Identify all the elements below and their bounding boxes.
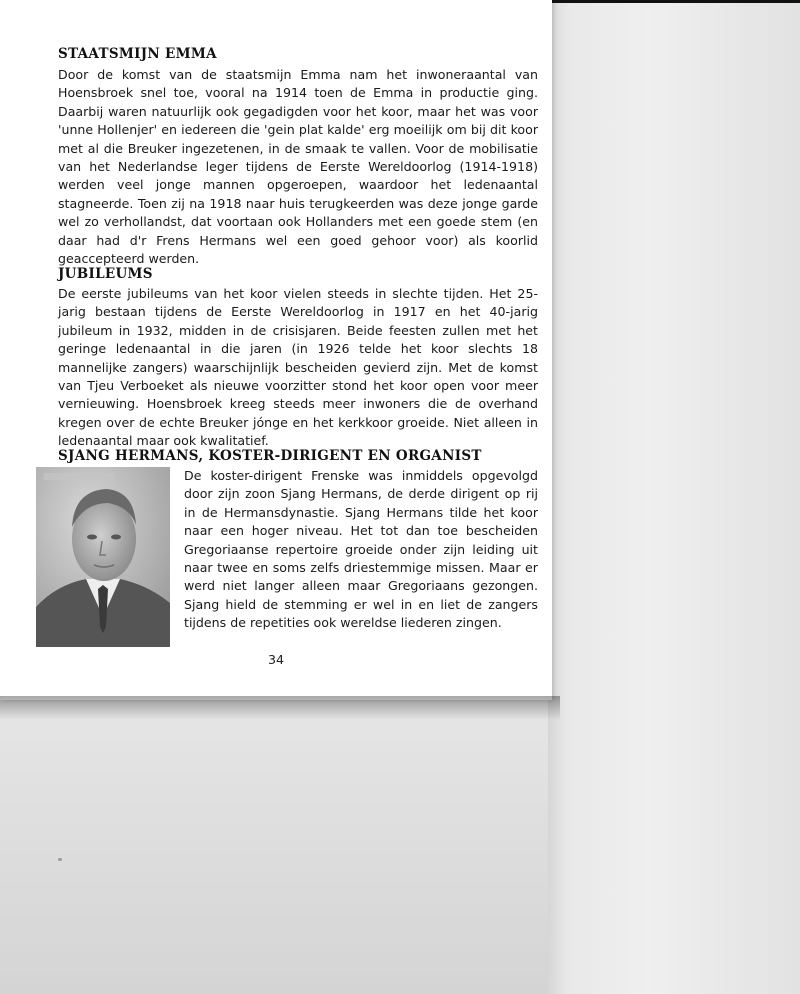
paragraph-staatsmijn-emma: Door de komst van de staatsmijn Emma nam het inwoneraantal van Hoensbroek snel toe, vooral na 1914 toen de Emma in productie ging. Daarbij waren natuurlijk ook gegadigden voor het koor, maar het was voor 'unne Hollenjer' en iedereen die 'gein plat kalde' erg moeilijk om bij dit koor met al die Breuker ingezetenen, in de smaak te vallen. Voor de mobilisatie van het Nederlandse leger tijdens de Eerste Wereldoorlog (1914-1918) werden veel jonge mannen opgeroepen, waardoor het ledenaantal stagneerde. Toen zij na 1918 naar huis terugkeerden was deze jonge garde wel zo verhollandst, dat voortaan ook Hollanders met een goede stem (en daar had d'r Frens Hermans wel een goed gehoor voor) als koorlid geaccepteerd werden. xyxy=(58,67,538,267)
page-number: 34 xyxy=(268,652,285,667)
heading-staatsmijn-emma: STAATSMIJN EMMA xyxy=(58,46,217,62)
book-page xyxy=(0,0,552,700)
portrait-photo xyxy=(36,467,170,647)
scan-shadow xyxy=(548,0,800,994)
scan-speck xyxy=(58,858,62,861)
page-edge-shadow xyxy=(0,696,560,720)
portrait-image xyxy=(36,467,170,647)
paragraph-sjang-hermans: De koster-dirigent Frenske was inmiddels opgevolgd door zijn zoon Sjang Hermans, de derde dirigent op rij in de Hermansdynastie. Sjang Hermans tilde het koor naar een hoger niveau. Het tot dan toe bescheiden Gregoriaanse repertoire groeide onder zijn leiding uit naar twee en soms zelfs driestemmige missen. Maar er werd niet langer alleen maar Gregoriaans gezongen. Sjang hield de stemming er wel in en liet de zangers tijdens de repetities ook wereldse liederen zingen. xyxy=(184,468,538,631)
paragraph-jubileums: De eerste jubileums van het koor vielen steeds in slechte tijden. Het 25- jarig bestaan tijdens de Eerste Wereldoorlog in 1917 en het 40-jarig jubileum in 1932, midden in de crisisjaren. Beide feesten zullen met het geringe ledenaantal in die jaren (in 1926 telde het koor slechts 18 mannelijke zangers) waarschijnlijk bescheiden gevierd zijn. Met de komst van Tjeu Verboeket als nieuwe voorzitter stond het koor open voor meer vernieuwing. Hoensbroek kreeg steeds meer inwoners die de overhand kregen over de echte Breuker jónge en het kerkkoor groeide. Niet alleen in ledenaantal maar ook kwalitatief. xyxy=(58,286,538,449)
heading-sjang-hermans: SJANG HERMANS, KOSTER-DIRIGENT EN ORGANIST xyxy=(58,448,482,464)
heading-jubileums: JUBILEUMS xyxy=(58,266,153,282)
